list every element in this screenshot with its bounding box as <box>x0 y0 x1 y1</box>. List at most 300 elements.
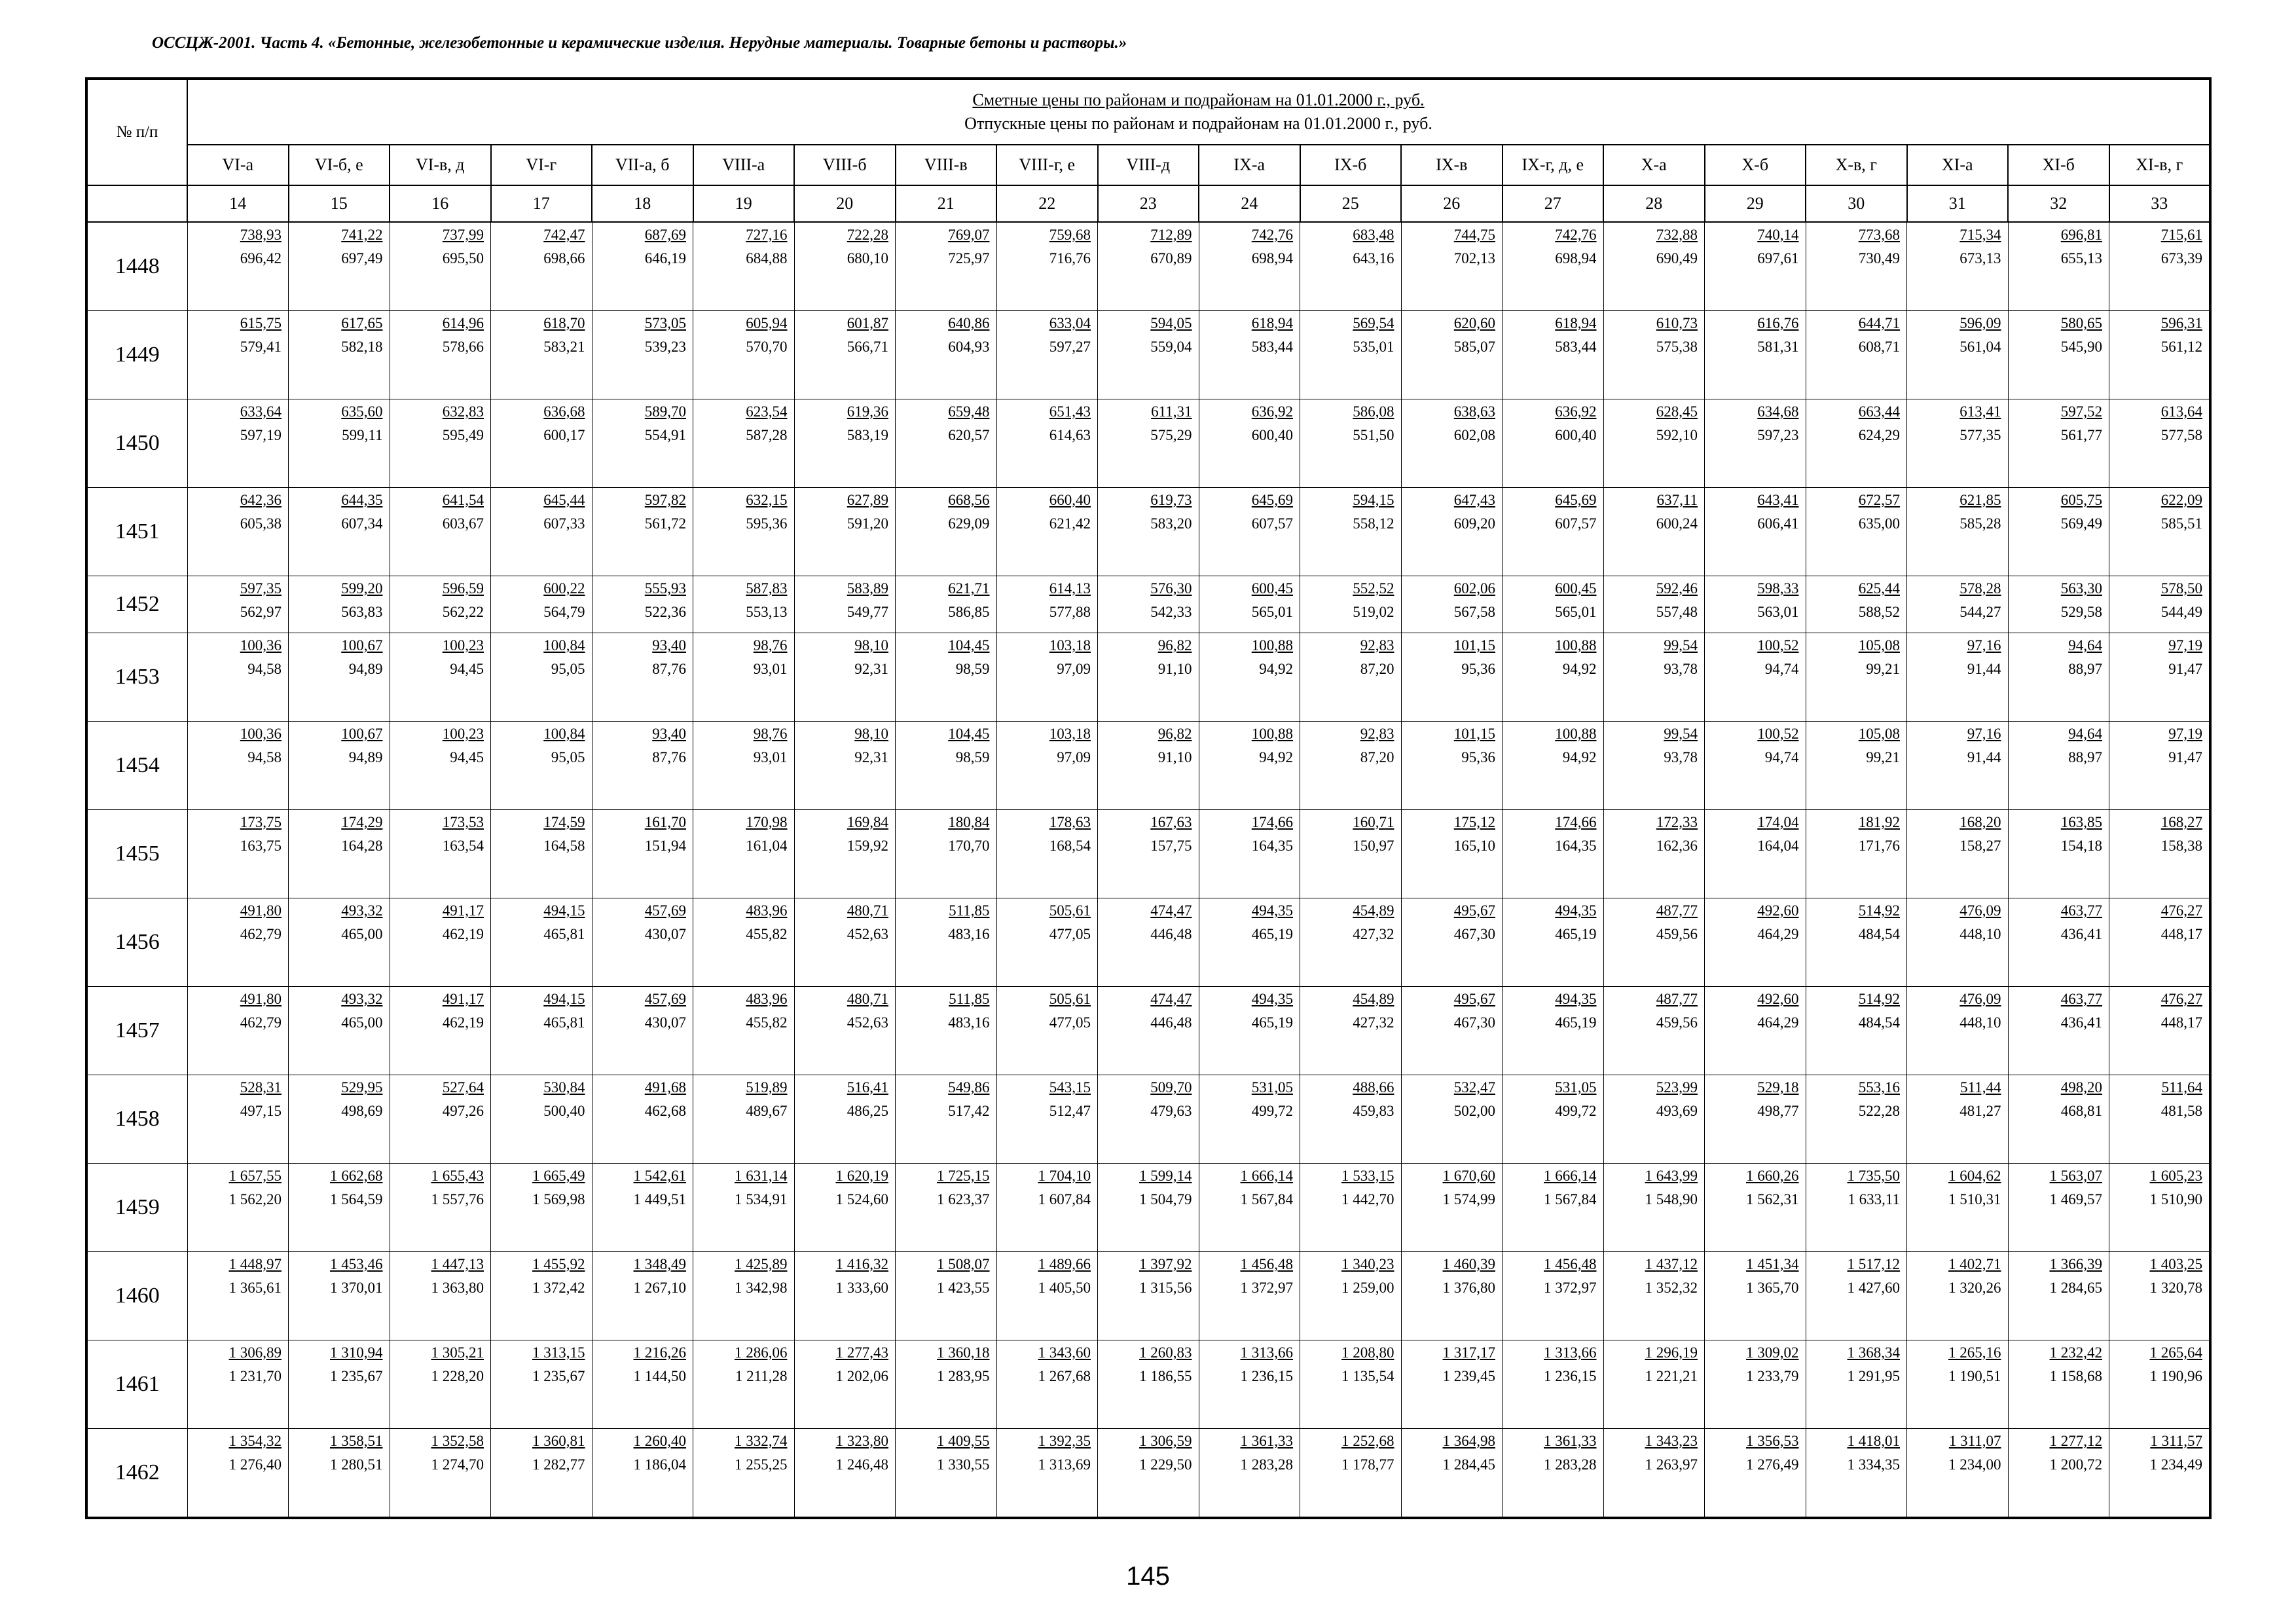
release-price: 91,44 <box>1967 661 2001 677</box>
release-price: 93,78 <box>1664 661 1698 677</box>
price-cell <box>693 1340 795 1429</box>
estimate-price: 494,15 <box>543 902 585 919</box>
release-price: 1 320,26 <box>1948 1280 2001 1296</box>
release-price: 577,88 <box>1049 604 1091 620</box>
price-cell <box>896 1075 997 1164</box>
price-cell <box>491 1164 592 1252</box>
estimate-price: 1 352,58 <box>431 1433 484 1449</box>
estimate-price: 100,23 <box>442 637 484 654</box>
estimate-price: 715,61 <box>2160 227 2202 243</box>
region-header: VIII-д <box>1098 145 1199 185</box>
release-price: 481,58 <box>2160 1103 2202 1119</box>
release-price: 1 504,79 <box>1139 1191 1192 1208</box>
release-price: 452,63 <box>847 926 888 942</box>
price-cell <box>1300 488 1402 576</box>
estimate-price: 1 453,46 <box>330 1256 383 1272</box>
release-price: 1 510,90 <box>2149 1191 2202 1208</box>
region-header: VIII-г, е <box>996 145 1098 185</box>
price-cell <box>1300 576 1402 633</box>
release-price: 1 255,25 <box>735 1456 788 1473</box>
estimate-price: 583,89 <box>847 580 888 597</box>
estimate-price: 1 296,19 <box>1645 1344 1698 1361</box>
release-price: 92,31 <box>854 749 888 766</box>
estimate-price: 636,92 <box>1555 403 1597 420</box>
column-number: 31 <box>1907 185 2009 222</box>
price-cell <box>896 1164 997 1252</box>
release-price: 581,31 <box>1757 339 1799 355</box>
price-cell <box>289 633 390 722</box>
estimate-price: 97,16 <box>1967 637 2001 654</box>
price-cell <box>2109 1429 2211 1519</box>
release-price: 1 376,80 <box>1442 1280 1495 1296</box>
release-price: 1 562,20 <box>228 1191 282 1208</box>
estimate-price: 1 725,15 <box>937 1168 990 1184</box>
release-price: 1 228,20 <box>431 1368 484 1384</box>
estimate-price: 96,82 <box>1157 637 1192 654</box>
estimate-price: 732,88 <box>1656 227 1698 243</box>
price-cell <box>187 898 289 987</box>
release-price: 171,76 <box>1858 838 1900 854</box>
price-cell <box>794 488 896 576</box>
column-number: 20 <box>794 185 896 222</box>
price-cell <box>896 222 997 311</box>
estimate-price: 587,83 <box>746 580 788 597</box>
release-price: 695,50 <box>442 250 484 267</box>
price-cell <box>1907 399 2009 488</box>
estimate-price: 529,18 <box>1757 1079 1799 1096</box>
release-price: 498,77 <box>1757 1103 1799 1119</box>
price-cell <box>592 810 693 898</box>
price-cell <box>996 399 1098 488</box>
estimate-price: 615,75 <box>240 315 282 331</box>
price-cell <box>1603 311 1705 399</box>
row-number: 1451 <box>86 488 187 576</box>
release-price: 448,10 <box>1959 1014 2001 1031</box>
price-cell <box>1199 311 1300 399</box>
release-price: 154,18 <box>2060 838 2102 854</box>
release-price: 578,66 <box>442 339 484 355</box>
estimate-price: 1 260,83 <box>1139 1344 1192 1361</box>
column-number: 23 <box>1098 185 1199 222</box>
estimate-price: 715,34 <box>1959 227 2001 243</box>
release-price: 448,17 <box>2160 926 2202 942</box>
estimate-price: 640,86 <box>948 315 990 331</box>
price-cell <box>1603 1075 1705 1164</box>
release-price: 597,27 <box>1049 339 1091 355</box>
estimate-price: 528,31 <box>240 1079 282 1096</box>
row-number: 1460 <box>86 1252 187 1340</box>
price-cell <box>1199 810 1300 898</box>
column-number: 15 <box>289 185 390 222</box>
price-cell <box>289 1164 390 1252</box>
estimate-price: 100,67 <box>341 726 383 742</box>
estimate-price: 737,99 <box>442 227 484 243</box>
table-row <box>86 222 2210 311</box>
price-cell <box>1098 633 1199 722</box>
release-price: 600,40 <box>1251 427 1293 443</box>
release-price: 1 352,32 <box>1645 1280 1698 1296</box>
price-cell <box>1907 1252 2009 1340</box>
price-cell <box>1300 1340 1402 1429</box>
release-price: 567,58 <box>1453 604 1495 620</box>
column-number: 30 <box>1806 185 1907 222</box>
estimate-price: 663,44 <box>1858 403 1900 420</box>
estimate-price: 1 670,60 <box>1442 1168 1495 1184</box>
release-price: 97,09 <box>1057 661 1091 677</box>
estimate-price: 463,77 <box>2060 902 2102 919</box>
estimate-price: 596,09 <box>1959 315 2001 331</box>
price-cell <box>1300 898 1402 987</box>
release-price: 446,48 <box>1150 926 1192 942</box>
release-price: 655,13 <box>2060 250 2102 267</box>
release-price: 95,05 <box>551 749 585 766</box>
estimate-price: 167,63 <box>1150 814 1192 830</box>
release-price: 465,81 <box>543 926 585 942</box>
price-cell <box>491 222 592 311</box>
estimate-price: 645,69 <box>1555 492 1597 508</box>
price-cell <box>1401 1340 1503 1429</box>
price-cell <box>592 722 693 810</box>
release-price: 94,92 <box>1259 749 1293 766</box>
release-price: 673,39 <box>2160 250 2202 267</box>
column-number-row <box>86 185 2210 222</box>
release-price: 158,27 <box>1959 838 2001 854</box>
estimate-price: 616,76 <box>1757 315 1799 331</box>
estimate-price: 1 660,26 <box>1746 1168 1799 1184</box>
price-cell <box>289 311 390 399</box>
estimate-price: 543,15 <box>1049 1079 1091 1096</box>
price-cell <box>1401 810 1503 898</box>
price-cell <box>1806 987 1907 1075</box>
release-price: 698,66 <box>543 250 585 267</box>
release-price: 1 267,68 <box>1038 1368 1091 1384</box>
colnum-empty <box>86 185 187 222</box>
estimate-price: 529,95 <box>341 1079 383 1096</box>
region-header: XI-в, г <box>2109 145 2211 185</box>
price-cell <box>794 810 896 898</box>
price-cell <box>390 633 491 722</box>
estimate-price: 614,96 <box>442 315 484 331</box>
price-cell <box>2109 810 2211 898</box>
price-cell <box>1705 399 1806 488</box>
estimate-price: 563,30 <box>2060 580 2102 597</box>
price-cell <box>1603 1252 1705 1340</box>
estimate-price: 578,28 <box>1959 580 2001 597</box>
estimate-price: 97,19 <box>2168 726 2202 742</box>
estimate-price: 1 343,23 <box>1645 1433 1698 1449</box>
estimate-price: 1 260,40 <box>633 1433 686 1449</box>
release-price: 94,89 <box>348 661 383 677</box>
release-price: 465,19 <box>1555 926 1597 942</box>
price-cell <box>390 488 491 576</box>
price-cell <box>289 1340 390 1429</box>
region-header: VI-г <box>491 145 592 185</box>
price-cell <box>289 576 390 633</box>
estimate-price: 598,33 <box>1757 580 1799 597</box>
release-price: 716,76 <box>1049 250 1091 267</box>
column-number: 25 <box>1300 185 1402 222</box>
release-price: 1 234,49 <box>2149 1456 2202 1473</box>
release-price: 614,63 <box>1049 427 1091 443</box>
estimate-price: 1 425,89 <box>735 1256 788 1272</box>
release-price: 455,82 <box>746 1014 788 1031</box>
estimate-price: 1 313,66 <box>1544 1344 1597 1361</box>
release-price: 1 333,60 <box>835 1280 888 1296</box>
release-price: 553,13 <box>746 604 788 620</box>
estimate-price: 1 286,06 <box>735 1344 788 1361</box>
estimate-price: 174,04 <box>1757 814 1799 830</box>
release-price: 1 569,98 <box>532 1191 585 1208</box>
estimate-price: 636,92 <box>1251 403 1293 420</box>
price-cell <box>390 576 491 633</box>
release-price: 620,57 <box>948 427 990 443</box>
price-cell <box>1199 987 1300 1075</box>
release-price: 1 190,51 <box>1948 1368 2001 1384</box>
estimate-price: 476,27 <box>2160 902 2202 919</box>
estimate-price: 1 361,33 <box>1544 1433 1597 1449</box>
row-number: 1458 <box>86 1075 187 1164</box>
estimate-price: 511,64 <box>2161 1079 2202 1096</box>
release-price: 459,83 <box>1353 1103 1394 1119</box>
price-cell <box>1806 722 1907 810</box>
release-price: 559,04 <box>1150 339 1192 355</box>
price-cell <box>1907 898 2009 987</box>
price-cell <box>592 1075 693 1164</box>
price-cell <box>592 311 693 399</box>
estimate-price: 1 451,34 <box>1746 1256 1799 1272</box>
price-cell <box>390 1164 491 1252</box>
price-cell <box>794 576 896 633</box>
price-cell <box>1705 1429 1806 1519</box>
estimate-price: 494,35 <box>1555 902 1597 919</box>
estimate-price: 463,77 <box>2060 991 2102 1007</box>
price-cell <box>2109 1340 2211 1429</box>
estimate-price: 175,12 <box>1453 814 1495 830</box>
release-price: 462,19 <box>442 1014 484 1031</box>
price-cell <box>1503 987 1604 1075</box>
price-cell <box>1300 1429 1402 1519</box>
region-header: VI-в, д <box>390 145 491 185</box>
release-price: 592,10 <box>1656 427 1698 443</box>
estimate-price: 93,40 <box>652 726 686 742</box>
release-price: 564,79 <box>543 604 585 620</box>
release-price: 600,17 <box>543 427 585 443</box>
estimate-price: 651,43 <box>1049 403 1091 420</box>
table-row <box>86 898 2210 987</box>
price-cell <box>1503 488 1604 576</box>
release-price: 499,72 <box>1555 1103 1597 1119</box>
estimate-price: 96,82 <box>1157 726 1192 742</box>
estimate-price: 498,20 <box>2060 1079 2102 1096</box>
release-price: 1 186,04 <box>633 1456 686 1473</box>
price-cell <box>1199 399 1300 488</box>
estimate-price: 1 460,39 <box>1442 1256 1495 1272</box>
estimate-price: 1 265,16 <box>1948 1344 2001 1361</box>
release-price: 98,59 <box>955 749 990 766</box>
estimate-price: 93,40 <box>652 637 686 654</box>
row-number: 1456 <box>86 898 187 987</box>
release-price: 624,29 <box>1858 427 1900 443</box>
estimate-price: 487,77 <box>1656 991 1698 1007</box>
release-price: 725,97 <box>948 250 990 267</box>
price-cell <box>896 1340 997 1429</box>
estimate-price: 488,66 <box>1353 1079 1394 1096</box>
estimate-price: 744,75 <box>1453 227 1495 243</box>
price-cell <box>491 722 592 810</box>
release-price: 94,45 <box>450 661 484 677</box>
price-cell <box>1603 1164 1705 1252</box>
estimate-price: 769,07 <box>948 227 990 243</box>
release-price: 1 239,45 <box>1442 1368 1495 1384</box>
release-price: 1 233,79 <box>1746 1368 1799 1384</box>
release-price: 1 633,11 <box>1848 1191 1900 1208</box>
estimate-price: 94,64 <box>2068 637 2102 654</box>
estimate-price: 738,93 <box>240 227 282 243</box>
price-cell <box>1199 1429 1300 1519</box>
estimate-price: 491,80 <box>240 902 282 919</box>
estimate-price: 1 666,14 <box>1240 1168 1293 1184</box>
estimate-price: 642,36 <box>240 492 282 508</box>
release-price: 1 567,84 <box>1240 1191 1293 1208</box>
estimate-price: 1 364,98 <box>1442 1433 1495 1449</box>
estimate-price: 683,48 <box>1353 227 1394 243</box>
price-cell <box>187 311 289 399</box>
price-cell <box>592 898 693 987</box>
price-cell <box>1300 1075 1402 1164</box>
estimate-price: 633,04 <box>1049 315 1091 331</box>
estimate-price: 641,54 <box>442 492 484 508</box>
release-price: 95,36 <box>1461 749 1495 766</box>
price-cell <box>1907 222 2009 311</box>
release-price: 150,97 <box>1353 838 1394 854</box>
price-cell <box>794 311 896 399</box>
release-price: 95,05 <box>551 661 585 677</box>
estimate-price: 1 317,17 <box>1442 1344 1495 1361</box>
price-cell <box>794 722 896 810</box>
estimate-price: 1 735,50 <box>1847 1168 1900 1184</box>
estimate-price: 168,20 <box>1959 814 2001 830</box>
price-cell <box>1806 311 1907 399</box>
price-cell <box>1401 222 1503 311</box>
estimate-price: 605,94 <box>746 315 788 331</box>
estimate-price: 759,68 <box>1049 227 1091 243</box>
release-price: 1 200,72 <box>2049 1456 2102 1473</box>
price-cell <box>592 576 693 633</box>
price-cell <box>1300 722 1402 810</box>
release-price: 94,92 <box>1562 749 1597 766</box>
page-number: 145 <box>1126 1562 1170 1591</box>
price-cell <box>1503 311 1604 399</box>
price-cell <box>1907 1164 2009 1252</box>
estimate-price: 1 489,66 <box>1038 1256 1091 1272</box>
release-price: 1 135,54 <box>1341 1368 1394 1384</box>
estimate-price: 454,89 <box>1353 991 1394 1007</box>
release-price: 1 334,35 <box>1847 1456 1900 1473</box>
release-price: 583,19 <box>847 427 888 443</box>
release-price: 1 276,49 <box>1746 1456 1799 1473</box>
price-cell <box>693 987 795 1075</box>
estimate-price: 483,96 <box>746 991 788 1007</box>
price-cell <box>1503 1340 1604 1429</box>
price-cell <box>187 576 289 633</box>
estimate-price: 476,09 <box>1959 991 2001 1007</box>
price-cell <box>1199 222 1300 311</box>
price-cell <box>2008 987 2109 1075</box>
release-price: 680,10 <box>847 250 888 267</box>
price-cell <box>1907 311 2009 399</box>
estimate-price: 634,68 <box>1757 403 1799 420</box>
price-cell <box>1503 576 1604 633</box>
estimate-price: 1 418,01 <box>1847 1433 1900 1449</box>
release-price: 94,89 <box>348 749 383 766</box>
estimate-price: 474,47 <box>1150 991 1192 1007</box>
price-cell <box>2008 488 2109 576</box>
price-cell <box>187 222 289 311</box>
estimate-price: 98,76 <box>753 637 788 654</box>
release-price: 1 574,99 <box>1442 1191 1495 1208</box>
price-cell <box>1806 1164 1907 1252</box>
estimate-price: 1 392,35 <box>1038 1433 1091 1449</box>
release-price: 1 144,50 <box>633 1368 686 1384</box>
release-price: 91,44 <box>1967 749 2001 766</box>
price-cell <box>289 399 390 488</box>
estimate-price: 740,14 <box>1757 227 1799 243</box>
estimate-price: 647,43 <box>1453 492 1495 508</box>
estimate-price: 722,28 <box>847 227 888 243</box>
estimate-price: 620,60 <box>1453 315 1495 331</box>
estimate-price: 1 599,14 <box>1139 1168 1192 1184</box>
release-price: 1 235,67 <box>330 1368 383 1384</box>
release-price: 1 567,84 <box>1544 1191 1597 1208</box>
price-cell <box>996 898 1098 987</box>
price-cell <box>1503 1164 1604 1252</box>
estimate-price: 1 309,02 <box>1746 1344 1799 1361</box>
release-price: 595,49 <box>442 427 484 443</box>
estimate-price: 599,20 <box>341 580 383 597</box>
release-price: 1 283,28 <box>1544 1456 1597 1473</box>
release-price: 93,78 <box>1664 749 1698 766</box>
price-cell <box>1705 1075 1806 1164</box>
price-cell <box>1300 633 1402 722</box>
estimate-price: 494,15 <box>543 991 585 1007</box>
release-price: 87,20 <box>1360 749 1394 766</box>
price-cell <box>2008 1164 2109 1252</box>
price-cell <box>491 1340 592 1429</box>
price-cell <box>896 311 997 399</box>
release-price: 607,33 <box>543 515 585 532</box>
release-price: 94,74 <box>1764 749 1799 766</box>
estimate-price: 101,15 <box>1453 637 1495 654</box>
release-price: 465,19 <box>1251 926 1293 942</box>
release-price: 465,19 <box>1251 1014 1293 1031</box>
estimate-price: 644,35 <box>341 492 383 508</box>
column-number: 24 <box>1199 185 1300 222</box>
price-cell <box>1503 810 1604 898</box>
estimate-price: 613,41 <box>1959 403 2001 420</box>
row-number: 1453 <box>86 633 187 722</box>
release-price: 1 235,67 <box>532 1368 585 1384</box>
release-price: 1 524,60 <box>835 1191 888 1208</box>
price-cell <box>2008 810 2109 898</box>
price-cell <box>1401 399 1503 488</box>
estimate-price: 1 306,59 <box>1139 1433 1192 1449</box>
estimate-price: 1 311,07 <box>1948 1433 2001 1449</box>
price-cell <box>794 633 896 722</box>
estimate-price: 645,44 <box>543 492 585 508</box>
region-header: XI-а <box>1907 145 2009 185</box>
estimate-price: 1 447,13 <box>431 1256 484 1272</box>
release-price: 1 330,55 <box>937 1456 990 1473</box>
